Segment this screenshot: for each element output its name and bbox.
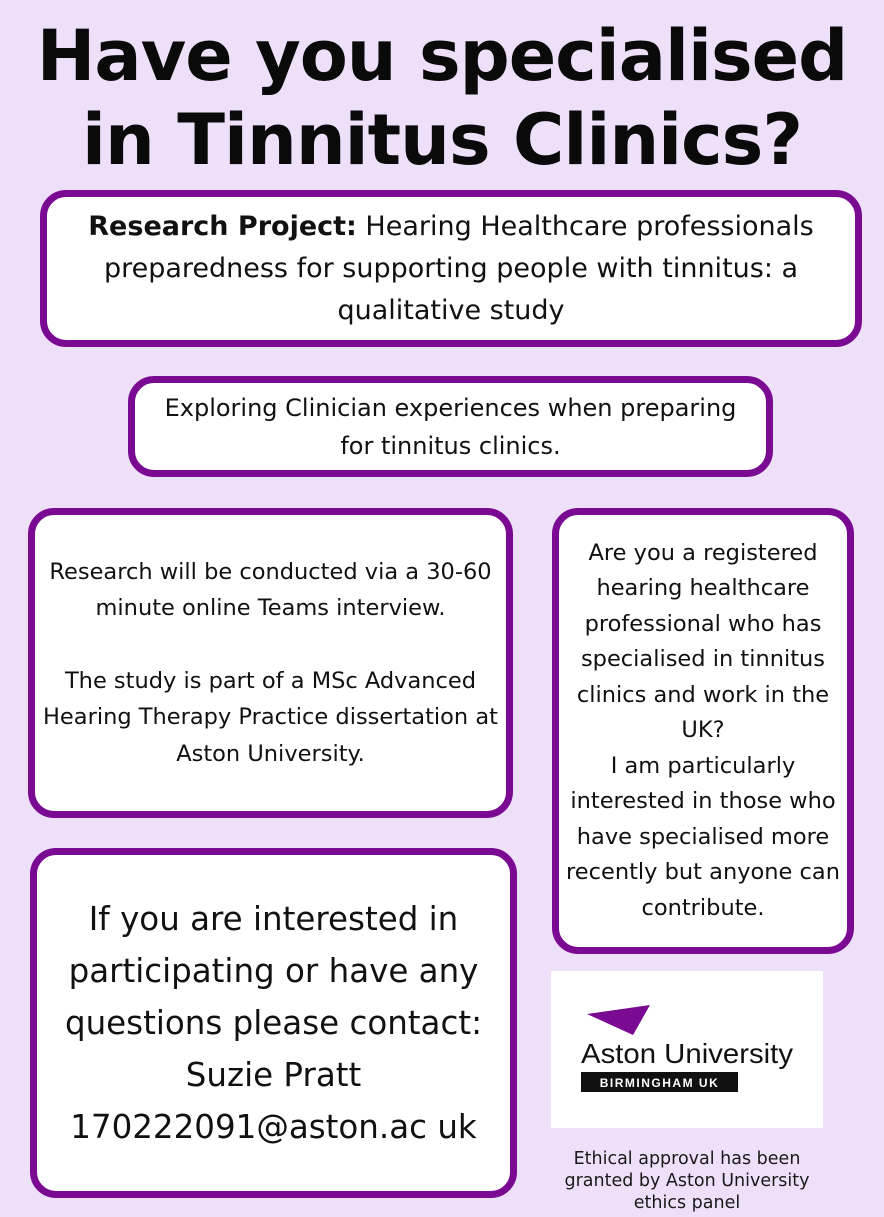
title-line-1: Have you specialised bbox=[36, 15, 848, 97]
exploring-box bbox=[128, 376, 773, 477]
method-box bbox=[28, 508, 513, 818]
contact-box bbox=[30, 848, 517, 1198]
contact-line-2: participating or have any bbox=[68, 952, 479, 990]
research-project-box bbox=[40, 190, 862, 347]
title-line-2: in Tinnitus Clinics? bbox=[82, 99, 802, 181]
eligibility-box bbox=[552, 508, 854, 954]
page-title bbox=[0, 14, 884, 182]
research-project-text bbox=[65, 206, 837, 332]
logo-wordmark: Aston University bbox=[581, 1038, 794, 1069]
eligibility-interest: I am particularly interested in those who have specialised more recently but anyone can contribute. bbox=[566, 752, 840, 921]
logo-tagline: BIRMINGHAM UK bbox=[599, 1076, 720, 1090]
method-paragraph-2: The study is part of a MSc Advanced Hearing Therapy Practice dissertation at Aston University. bbox=[43, 667, 498, 767]
contact-line-3: questions please contact: bbox=[64, 1004, 483, 1042]
research-project-title: Hearing Healthcare professionals preparedness for supporting people with tinnitus: a qualitative study bbox=[103, 210, 814, 326]
logo-triangle-icon bbox=[587, 1005, 650, 1035]
aston-university-logo bbox=[551, 971, 823, 1128]
research-project-label: Research Project: bbox=[88, 210, 357, 242]
ethics-note: Ethical approval has been granted by Aston University ethics panel bbox=[564, 1149, 810, 1213]
contact-name: Suzie Pratt bbox=[185, 1056, 362, 1094]
method-paragraph-1: Research will be conducted via a 30-60 minute online Teams interview. bbox=[49, 558, 492, 622]
contact-line-1: If you are interested in bbox=[88, 900, 459, 938]
aston-logo-graphic bbox=[551, 971, 823, 1128]
exploring-text: Exploring Clinician experiences when preparing for tinnitus clinics. bbox=[164, 393, 737, 460]
eligibility-question: Are you a registered hearing healthcare professional who has specialised in tinnitus clinics and work in the UK? bbox=[576, 539, 830, 744]
contact-email: 170222091@aston.ac uk bbox=[70, 1108, 477, 1146]
